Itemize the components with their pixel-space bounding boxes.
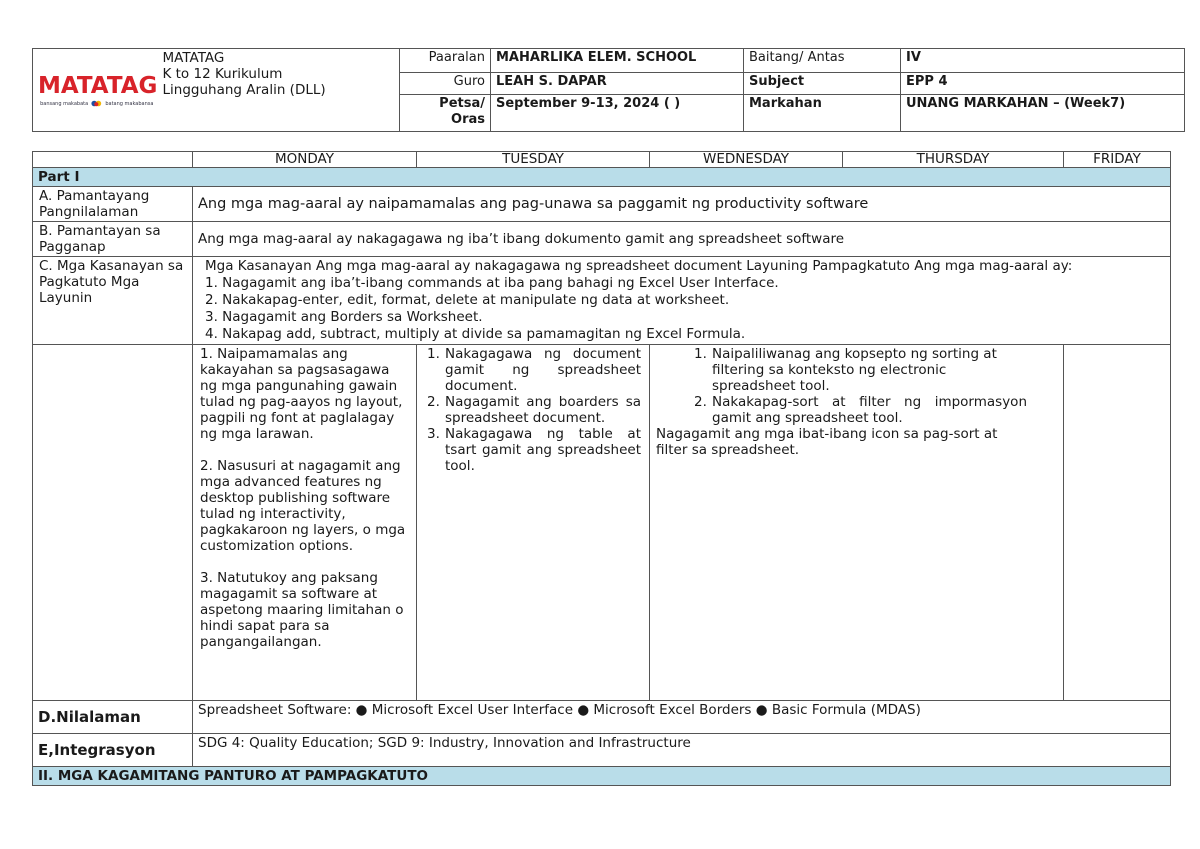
tuesday-list — [423, 346, 641, 474]
section-a-label: A. Pamantayang Pangnilalaman — [33, 187, 193, 222]
section-c-text — [193, 257, 1171, 345]
logo-tagline-right: batang makabansa — [105, 100, 154, 107]
day-friday: FRIDAY — [1064, 152, 1171, 168]
subject-value: EPP 4 — [901, 73, 1185, 95]
lesson-table — [32, 151, 1171, 786]
day-thursday: THURSDAY — [843, 152, 1064, 168]
quarter-value: UNANG MARKAHAN – (Week7) — [901, 95, 1185, 132]
section-d-label: D.Nilalaman — [33, 701, 193, 734]
list-item: 1. Naipaliliwanag ang kopsepto ng sorting at filtering sa konteksto ng electronic spreadsheet tool. — [694, 346, 997, 394]
day-corner — [33, 152, 193, 168]
wednesday-objectives — [650, 345, 1064, 701]
day-wednesday: WEDNESDAY — [650, 152, 843, 168]
teacher-value: LEAH S. DAPAR — [491, 73, 744, 95]
c-line-2: 2. Nakakapag-enter, edit, format, delete at manipulate ng data at worksheet. — [205, 292, 730, 308]
part2-heading: II. MGA KAGAMITANG PANTURO AT PAMPAGKATUTO — [33, 767, 1171, 786]
quarter-label: Markahan — [744, 95, 901, 132]
day-monday: MONDAY — [193, 152, 417, 168]
tuesday-objectives — [417, 345, 650, 701]
section-a-text: Ang mga mag-aaral ay naipamamalas ang pag-unawa sa paggamit ng productivity software — [193, 187, 1171, 222]
heart-hands-icon — [90, 100, 104, 107]
subject-label: Subject — [744, 73, 901, 95]
grade-value: IV — [901, 49, 1185, 73]
logo — [33, 49, 161, 132]
school-value: MAHARLIKA ELEM. SCHOOL — [491, 49, 744, 73]
monday-objectives — [193, 345, 417, 701]
teacher-label: Guro — [400, 73, 491, 95]
wednesday-extra: Nagagamit ang mga ibat-ibang icon sa pag-sort at filter sa spreadsheet. — [656, 426, 998, 458]
header-table — [32, 48, 1185, 132]
list-item: 2. Nakakapag-sort at filter ng impormasyon gamit ang spreadsheet tool. — [694, 394, 1027, 426]
logo-wordmark: MATATAG — [38, 72, 158, 99]
monday-objective-3: 3. Natutukoy ang paksang magagamit sa software at aspetong maaring limitahan o hindi sapat para sa pangangailangan. — [200, 570, 404, 650]
c-line-4: 4. Nakapag add, subtract, multiply at divide sa pamamagitan ng Excel Formula. — [205, 326, 746, 342]
grade-label: Baitang/ Antas — [744, 49, 901, 73]
section-c-label: C. Mga Kasanayan sa Pagkatuto Mga Layunin — [33, 257, 193, 345]
title-line-1: MATATAG — [162, 50, 225, 66]
section-e-label: E,Integrasyon — [33, 734, 193, 767]
list-item: 1. Nakagagawa ng document gamit ng spreadsheet document. — [427, 346, 641, 394]
wednesday-list — [656, 346, 1051, 426]
school-label: Paaralan — [400, 49, 491, 73]
section-d-text: Spreadsheet Software: ● Microsoft Excel User Interface ● Microsoft Excel Borders ● Basic Formula (MDAS) — [193, 701, 1171, 734]
date-label: Petsa/ Oras — [400, 95, 491, 132]
section-b-text: Ang mga mag-aaral ay nakagagawa ng iba’t ibang dokumento gamit ang spreadsheet software — [193, 222, 1171, 257]
friday-objectives — [1064, 345, 1171, 701]
list-item: 3. Nakagagawa ng table at tsart gamit ang spreadsheet tool. — [427, 426, 641, 474]
day-tuesday: TUESDAY — [417, 152, 650, 168]
monday-objective-2: 2. Nasusuri at nagagamit ang mga advanced features ng desktop publishing software tulad ng interactivity, pagkakaroon ng layers, o mga customization options. — [200, 458, 406, 554]
list-item: 2. Nagagamit ang boarders sa spreadsheet document. — [427, 394, 641, 426]
date-value: September 9-13, 2024 ( ) — [491, 95, 744, 132]
logo-tagline-left: bansang makabata — [40, 100, 89, 107]
part1-heading: Part I — [33, 168, 1171, 187]
monday-objective-1: 1. Naipamamalas ang kakayahan sa pagsasagawa ng mga pangunahing gawain tulad ng pag-aayos ng layout, pagpili ng font at paglalagay ng mga larawan. — [200, 346, 403, 442]
objectives-label-cell — [33, 345, 193, 701]
document-title — [161, 49, 400, 132]
c-line-1: 1. Nagagamit ang iba’t-ibang commands at iba pang bahagi ng Excel User Interface. — [205, 275, 779, 291]
section-e-text: SDG 4: Quality Education; SGD 9: Industry, Innovation and Infrastructure — [193, 734, 1171, 767]
logo-tagline — [38, 100, 156, 107]
section-b-label: B. Pamantayan sa Pagganap — [33, 222, 193, 257]
c-line-intro: Mga Kasanayan Ang mga mag-aaral ay nakagagawa ng spreadsheet document Layuning Pampagkatuto Ang mga mag-aaral ay: — [205, 258, 1073, 274]
title-line-3: Lingguhang Aralin (DLL) — [162, 82, 326, 98]
c-line-3: 3. Nagagamit ang Borders sa Worksheet. — [205, 309, 483, 325]
title-line-2: K to 12 Kurikulum — [162, 66, 283, 82]
